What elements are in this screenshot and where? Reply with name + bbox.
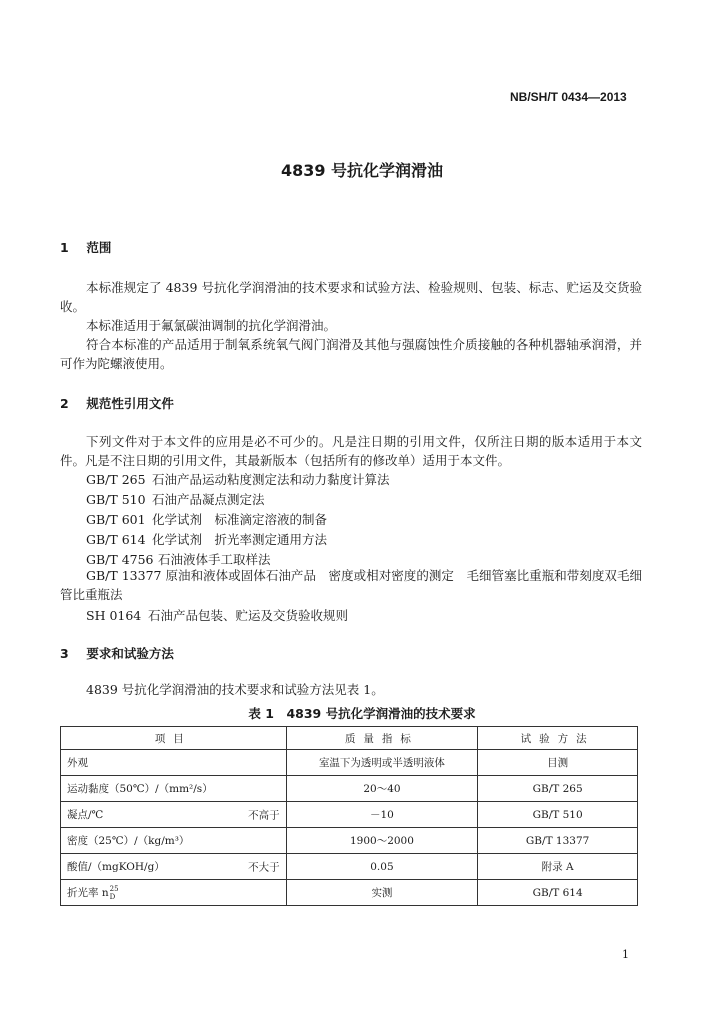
row-method: GB/T 13377 (478, 828, 638, 854)
section-title: 范围 (86, 240, 112, 255)
row-spec: 室温下为透明或半透明液体 (286, 750, 478, 776)
reference-item-long: GB/T 13377 原油和液体或固体石油产品 密度或相对密度的测定 毛细管塞比重瓶和带刻度双毛细管比重瓶法 (60, 568, 642, 602)
reference-title: 石油液体手工取样法 (158, 552, 271, 567)
document-title: 4839 号抗化学润滑油 (280, 161, 444, 180)
row-spec: 1900～2000 (286, 828, 478, 854)
item-label: 密度（25℃）/（kg/m³） (67, 835, 190, 847)
row-item (61, 776, 287, 802)
section-2-heading (60, 394, 174, 412)
row-spec: 实测 (286, 880, 478, 906)
table-row (61, 828, 638, 854)
reference-title: 化学试剂 标准滴定溶液的制备 (152, 512, 328, 527)
reference-code: GB/T 510 (86, 492, 146, 507)
reference-item (86, 490, 265, 508)
row-item (61, 750, 287, 776)
column-header-spec: 质量指标 (286, 727, 478, 750)
scope-paragraph-1: 本标准规定了 4839 号抗化学润滑油的技术要求和试验方法、检验规则、包装、标志、贮运及交货验收。 (60, 280, 642, 314)
document-number: NB/SH/T 0434—2013 (510, 90, 627, 104)
requirements-intro: 4839 号抗化学润滑油的技术要求和试验方法见表 1。 (86, 682, 384, 697)
table-row (61, 750, 638, 776)
item-label: 运动黏度（50℃）/（mm²/s） (67, 783, 213, 795)
row-spec: 0.05 (286, 854, 478, 880)
row-item (61, 802, 287, 828)
item-label: 折光率 n (67, 886, 109, 899)
reference-title: 化学试剂 折光率测定通用方法 (152, 532, 328, 547)
section-3-heading (60, 644, 174, 662)
column-header-item: 项目 (61, 727, 287, 750)
reference-code: GB/T 601 (86, 512, 146, 527)
item-label: 外观 (67, 757, 88, 769)
requirements-table (60, 726, 638, 906)
reference-title: 石油产品凝点测定法 (152, 492, 265, 507)
normative-references-intro: 下列文件对于本文件的应用是必不可少的。凡是注日期的引用文件，仅所注日期的版本适用于本文件。凡是不注日期的引用文件，其最新版本（包括所有的修改单）适用于本文件。 (60, 434, 642, 468)
reference-item (86, 470, 390, 488)
table-row (61, 802, 638, 828)
table-header-row (61, 727, 638, 750)
section-number: 2 (60, 396, 69, 411)
row-method: 目测 (478, 750, 638, 776)
row-item (61, 828, 287, 854)
section-number: 1 (60, 240, 69, 255)
item-superscript: 25 (109, 884, 119, 893)
row-item (61, 880, 287, 906)
reference-code: GB/T 265 (86, 472, 146, 487)
scope-paragraph-2: 本标准适用于氟氯碳油调制的抗化学润滑油。 (86, 318, 337, 333)
section-title: 规范性引用文件 (86, 396, 174, 411)
reference-code: GB/T 4756 (86, 552, 154, 567)
reference-code: GB/T 614 (86, 532, 146, 547)
row-item (61, 854, 287, 880)
row-method: GB/T 265 (478, 776, 638, 802)
reference-code: SH 0164 (86, 608, 142, 623)
table-row (61, 880, 638, 906)
section-title: 要求和试验方法 (86, 646, 174, 661)
page-number: 1 (622, 948, 629, 961)
item-label: 凝点/℃ (67, 809, 104, 821)
table-row (61, 854, 638, 880)
reference-item (86, 510, 327, 528)
row-method: GB/T 510 (478, 802, 638, 828)
section-1-heading (60, 238, 111, 256)
reference-title: 石油产品包装、贮运及交货验收规则 (148, 608, 349, 623)
row-method: 附录 A (478, 854, 638, 880)
section-number: 3 (60, 646, 69, 661)
row-method: GB/T 614 (478, 880, 638, 906)
table-row (61, 776, 638, 802)
row-spec: 20～40 (286, 776, 478, 802)
item-label: 酸值/（mgKOH/g） (67, 861, 165, 873)
column-header-method: 试验方法 (478, 727, 638, 750)
item-subscript: D (109, 892, 116, 901)
reference-title: 石油产品运动粘度测定法和动力黏度计算法 (152, 472, 390, 487)
row-spec: －10 (286, 802, 478, 828)
reference-item (86, 606, 348, 624)
scope-paragraph-3: 符合本标准的产品适用于制氧系统氧气阀门润滑及其他与强腐蚀性介质接触的各种机器轴承润滑，并可作为陀螺液使用。 (60, 337, 642, 371)
table-caption: 表 1 4839 号抗化学润滑油的技术要求 (248, 706, 476, 721)
item-condition: 不大于 (248, 861, 280, 873)
item-condition: 不高于 (248, 809, 280, 821)
reference-item (86, 530, 327, 548)
